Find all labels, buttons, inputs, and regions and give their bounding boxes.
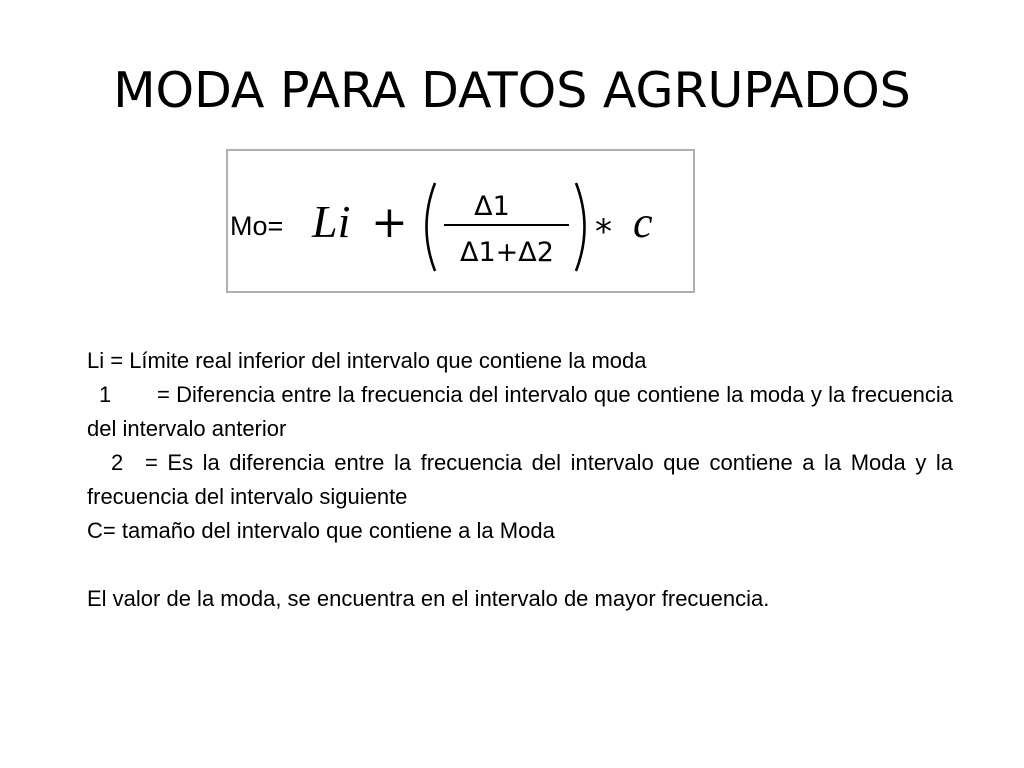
definition-delta1 [87,378,953,446]
formula-denominator: Δ1+Δ2 [460,237,554,268]
left-paren [427,183,436,271]
formula-plus: + [371,197,408,248]
definitions-block [87,344,953,616]
mode-formula-image [226,149,695,293]
formula-numerator: Δ1 [474,191,510,222]
spacer [87,548,953,582]
mode-formula [228,151,693,291]
formula-lhs: Mo= [230,211,284,241]
delta1-symbol: 1 [99,382,112,407]
right-paren [576,183,585,271]
definition-delta2 [87,446,953,514]
definition-li: Li = Límite real inferior del intervalo que contiene la moda [87,348,647,373]
definition-c: C= tamaño del intervalo que contiene a la Moda [87,518,555,543]
slide-title: MODA PARA DATOS AGRUPADOS [113,62,911,119]
conclusion-text: El valor de la moda, se encuentra en el intervalo de mayor frecuencia. [87,586,770,611]
delta1-text: = Diferencia entre la frecuencia del intervalo que contiene la moda y la frecuencia del intervalo anterior [87,382,953,441]
formula-c: c [633,198,653,247]
formula-times: * [595,212,612,252]
delta2-symbol: 2 [111,450,124,475]
formula-li: Li [312,196,351,247]
delta2-text: = Es la diferencia entre la frecuencia del intervalo que contiene a la Moda y la frecuencia del intervalo siguiente [87,450,953,509]
